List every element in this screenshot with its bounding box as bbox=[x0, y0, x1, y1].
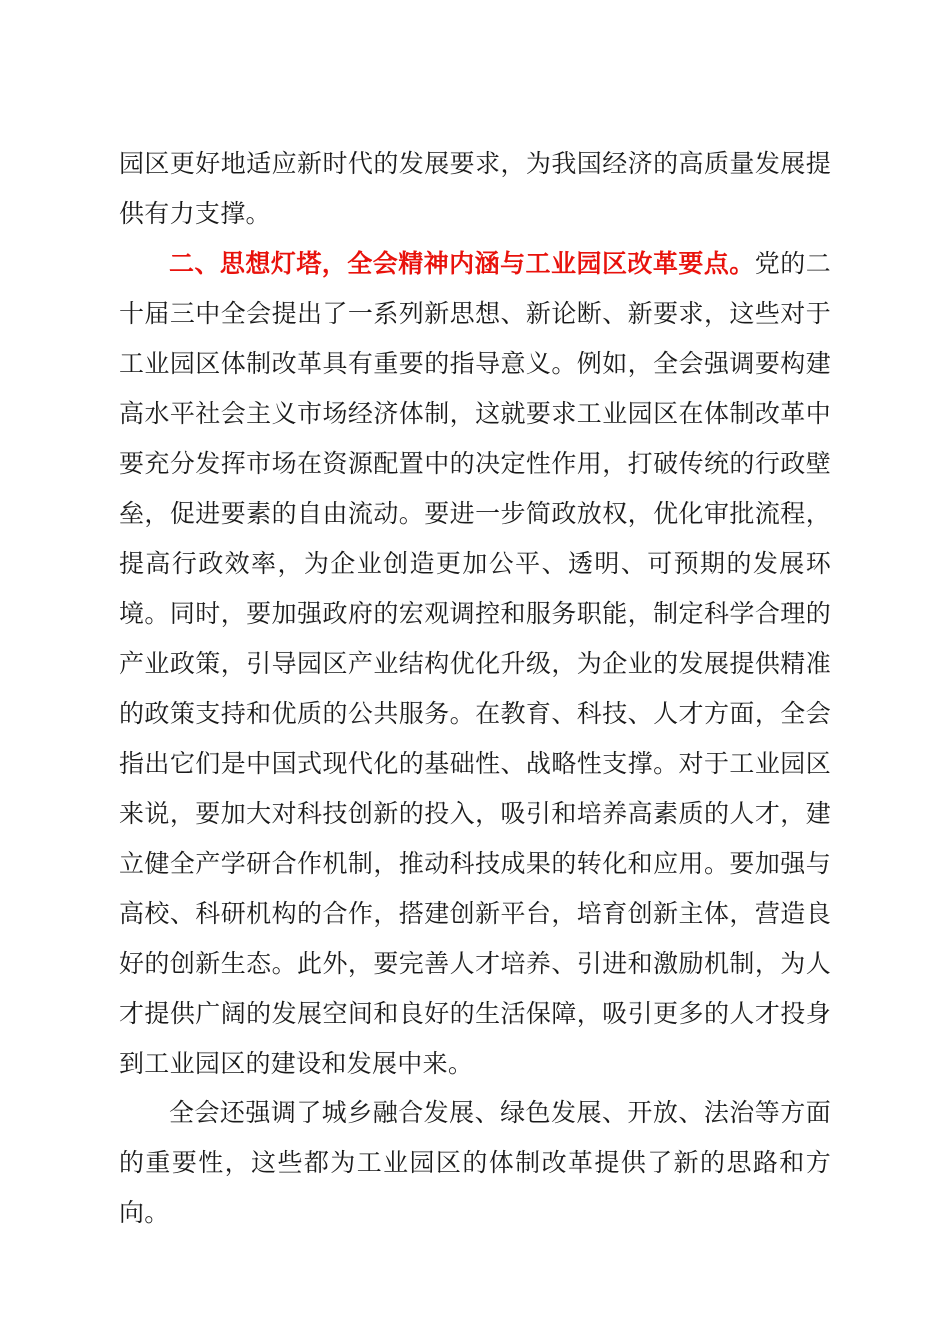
paragraph-text: 园区更好地适应新时代的发展要求，为我国经济的高质量发展提供有力支撑。 bbox=[119, 149, 831, 228]
paragraph-continued bbox=[119, 139, 831, 239]
paragraph-text: 党的二十届三中全会提出了一系列新思想、新论断、新要求，这些对于工业园区体制改革具有重要的指导意义。例如，全会强调要构建高水平社会主义市场经济体制，这就要求工业园区在体制改革中要充分发挥市场在资源配置中的决定性作用，打破传统的行政壁垒，促进要素的自由流动。要进一步简政放权，优化审批流程，提高行政效率，为企业创造更加公平、透明、可预期的发展环境。同时，要加强政府的宏观调控和服务职能，制定科学合理的产业政策，引导园区产业结构优化升级，为企业的发展提供精准的政策支持和优质的公共服务。在教育、科技、人才方面，全会指出它们是中国式现代化的基础性、战略性支撑。对于工业园区来说，要加大对科技创新的投入，吸引和培养高素质的人才，建立健全产学研合作机制，推动科技成果的转化和应用。要加强与高校、科研机构的合作，搭建创新平台，培育创新主体，营造良好的创新生态。此外，要完善人才培养、引进和激励机制，为人才提供广阔的发展空间和良好的生活保障，吸引更多的人才投身到工业园区的建设和发展中来。 bbox=[119, 249, 832, 1078]
paragraph-body bbox=[119, 239, 831, 1089]
section-heading: 二、思想灯塔，全会精神内涵与工业园区改革要点。 bbox=[169, 249, 755, 278]
paragraph-text: 全会还强调了城乡融合发展、绿色发展、开放、法治等方面的重要性，这些都为工业园区的体制改革提供了新的思路和方向。 bbox=[119, 1098, 831, 1227]
paragraph-plenary-emphasis bbox=[119, 1088, 831, 1238]
paragraph-section-two bbox=[119, 239, 831, 1089]
